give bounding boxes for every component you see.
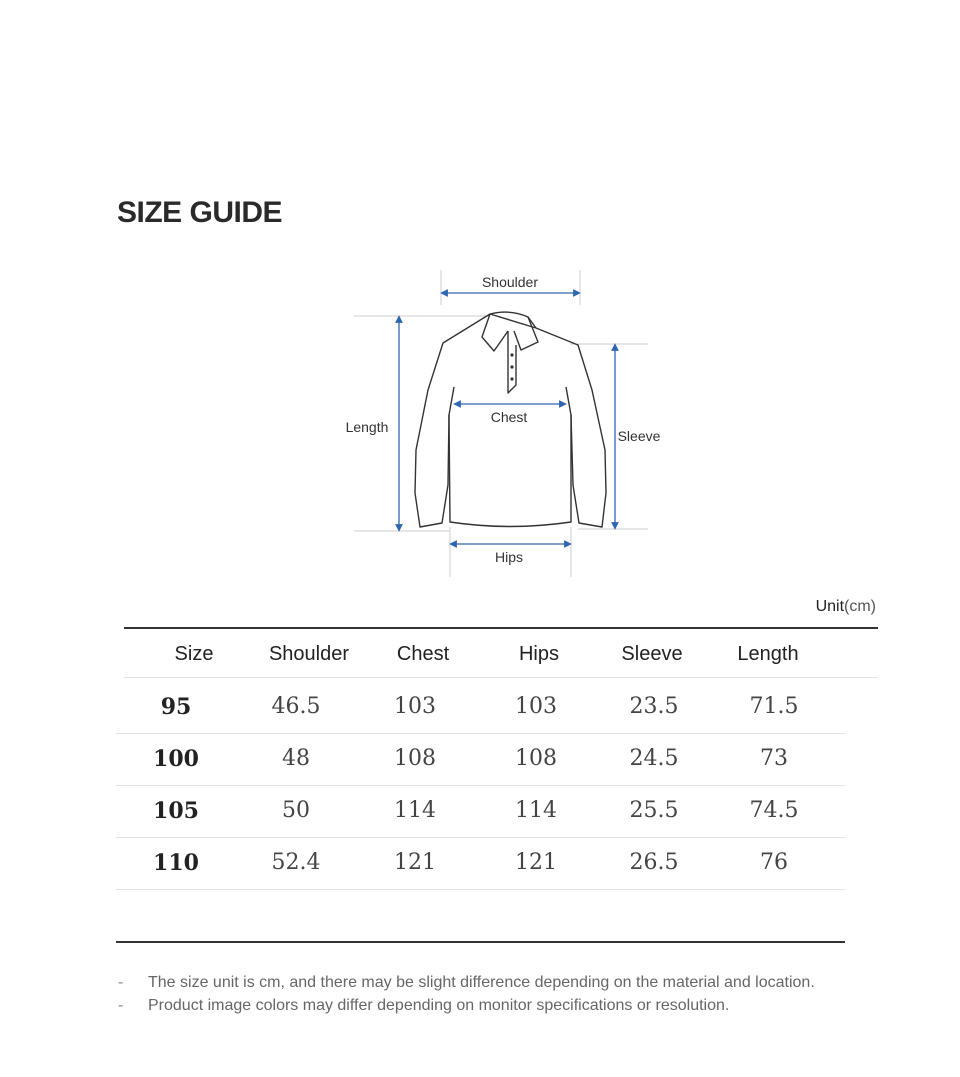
unit-label [816,598,876,616]
cell-hips: 114 [515,798,557,823]
cell-size: 110 [153,850,199,876]
cell-shoulder: 52.4 [271,850,321,875]
header-size: Size [174,643,214,665]
page-title: SIZE GUIDE [117,196,283,229]
note-item [118,971,815,994]
length-label: Length [345,419,389,435]
cell-hips: 108 [515,746,557,771]
cell-hips: 103 [515,694,557,719]
shirt-buttons [510,353,513,380]
cell-hips: 121 [515,850,557,875]
garment-measurement-diagram [330,265,670,585]
cell-size: 95 [160,694,192,720]
cell-sleeve: 23.5 [629,694,679,719]
cell-length: 76 [760,850,788,875]
header-chest: Chest [396,643,450,665]
cell-chest: 108 [394,746,436,771]
cell-shoulder: 48 [282,746,310,771]
note-bullet: - [118,997,124,1014]
table-bottom-rule [116,941,845,943]
table-row [116,681,845,734]
cell-sleeve: 24.5 [629,746,679,771]
table-row [116,785,845,838]
note-text: Product image colors may differ depending on monitor specifications or resolution. [148,997,730,1014]
cell-chest: 121 [394,850,436,875]
cell-length: 71.5 [749,694,799,719]
table-top-rule [124,627,878,629]
sleeve-label: Sleeve [617,428,661,444]
header-sleeve: Sleeve [621,643,683,665]
cell-length: 74.5 [749,798,799,823]
cell-length: 73 [760,746,788,771]
hips-label: Hips [494,549,524,565]
shoulder-label: Shoulder [481,274,539,290]
cell-sleeve: 25.5 [629,798,679,823]
cell-chest: 114 [394,798,436,823]
cell-shoulder: 50 [282,798,310,823]
cell-shoulder: 46.5 [271,694,321,719]
table-row [116,837,845,890]
unit-text: Unit [815,598,845,615]
header-shoulder: Shoulder [268,643,350,665]
cell-sleeve: 26.5 [629,850,679,875]
header-hips: Hips [518,643,560,665]
header-length: Length [737,643,799,665]
chest-label: Chest [490,409,528,425]
cell-size: 105 [153,798,199,824]
cell-chest: 103 [394,694,436,719]
table-row [116,733,845,786]
unit-value: (cm) [844,598,876,615]
table-header-row [124,630,878,678]
note-bullet: - [118,974,124,991]
note-item [118,994,815,1017]
cell-size: 100 [153,746,199,772]
notes-list [118,971,815,1017]
note-text: The size unit is cm, and there may be slight difference depending on the material and location. [148,974,815,991]
